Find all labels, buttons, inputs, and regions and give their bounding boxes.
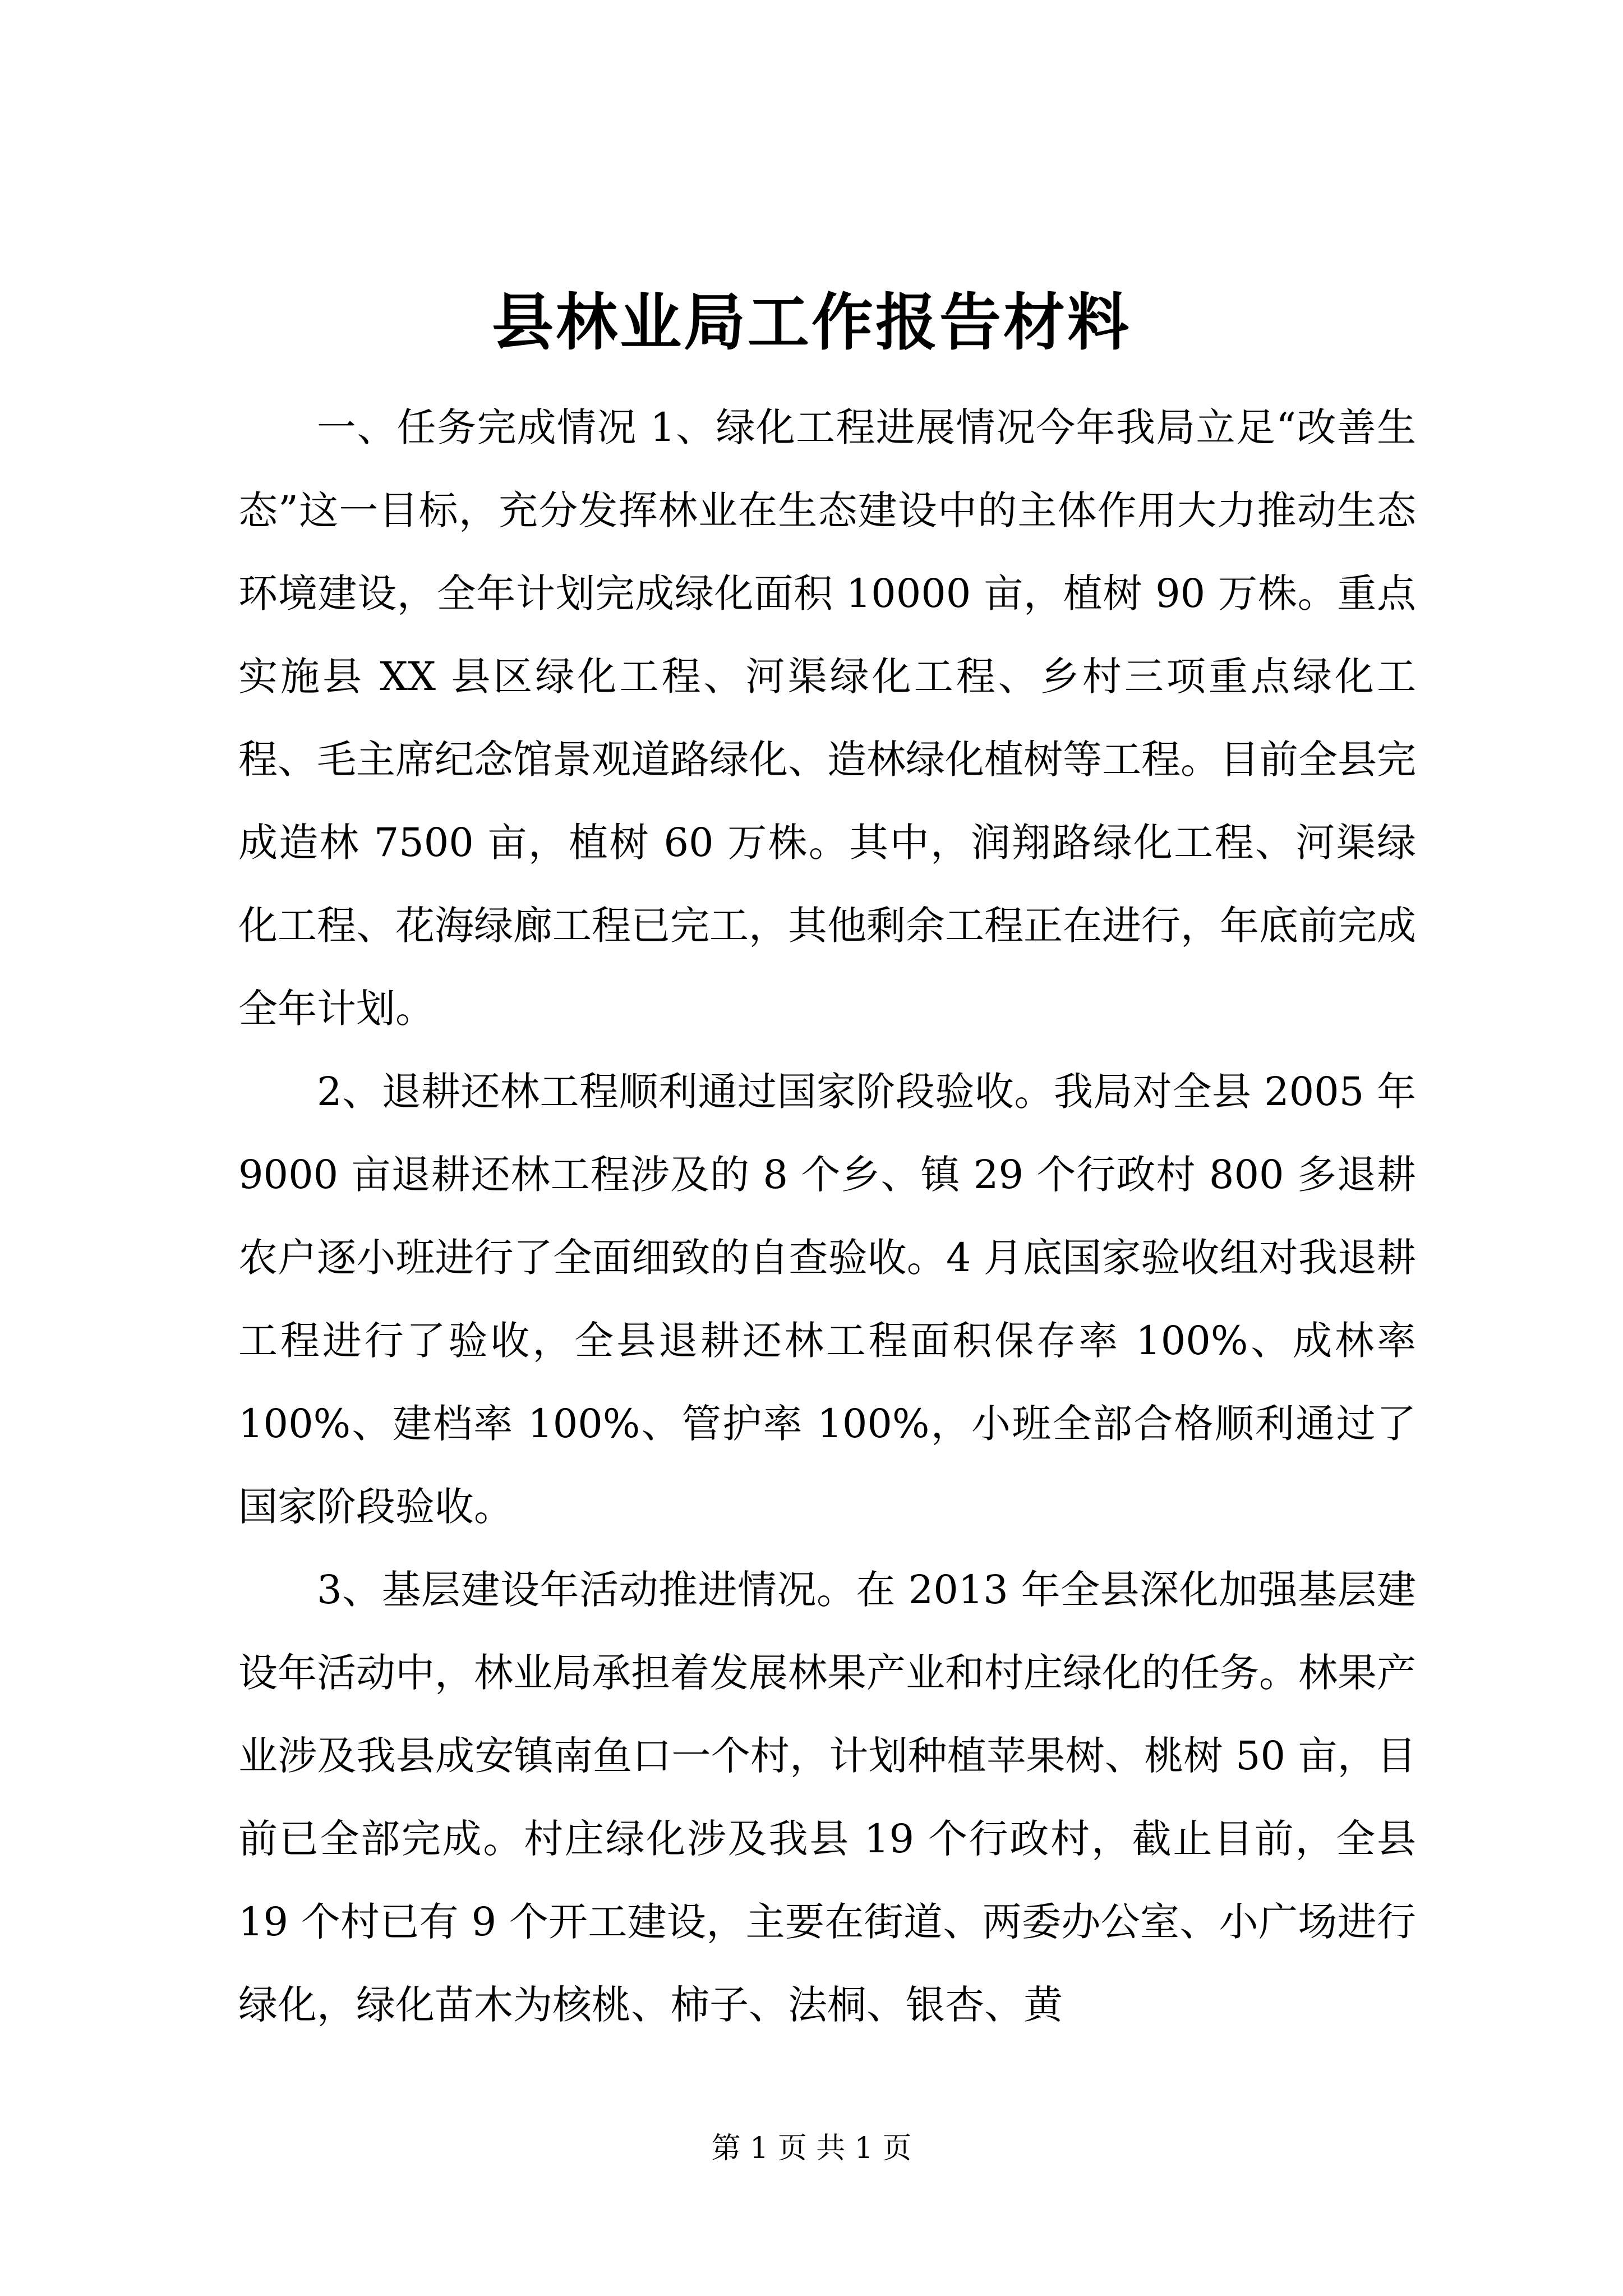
paragraph-3: 3、基层建设年活动推进情况。在 2013 年全县深化加强基层建设年活动中，林业局承担着发展林果产业和村庄绿化的任务。林果产业涉及我县成安镇南鱼口一个村，计划种植苹果树、桃树 50 亩，目前已全部完成。村庄绿化涉及我县 19 个行政村，截止目前，全县 19 个村已有 9 个开工建设，主要在街道、两委办公室、小广场进行绿化，绿化苗木为核桃、柿子、法桐、银杏、黄 — [238, 1567, 1416, 2028]
paragraph-1: 一、任务完成情况 1、绿化工程进展情况今年我局立足“改善生态”这一目标，充分发挥林业在生态建设中的主体作用大力推动生态环境建设，全年计划完成绿化面积 10000 亩，植树 90 万株。重点实施县 XX 县区绿化工程、河渠绿化工程、乡村三项重点绿化工程、毛主席纪念馆景观道路绿化、造林绿化植树等工程。目前全县完成造林 7500 亩，植树 60 万株。其中，润翔路绿化工程、河渠绿化工程、花海绿廊工程已完工，其他剩余工程正在进行，年底前完成全年计划。 — [238, 404, 1416, 1032]
document-body — [238, 386, 1416, 2046]
document-title: 县林业局工作报告材料 — [492, 286, 1131, 358]
page-number-footer: 第 1 页 共 1 页 — [711, 2132, 912, 2165]
paragraph-2: 2、退耕还林工程顺利通过国家阶段验收。我局对全县 2005 年 9000 亩退耕还林工程涉及的 8 个乡、镇 29 个行政村 800 多退耕农户逐小班进行了全面细致的自查验收。4 月底国家验收组对我退耕工程进行了验收，全县退耕还林工程面积保存率 100%、成林率 100%、建档率 100%、管护率 100%，小班全部合格顺利通过了国家阶段验收。 — [238, 1069, 1416, 1530]
